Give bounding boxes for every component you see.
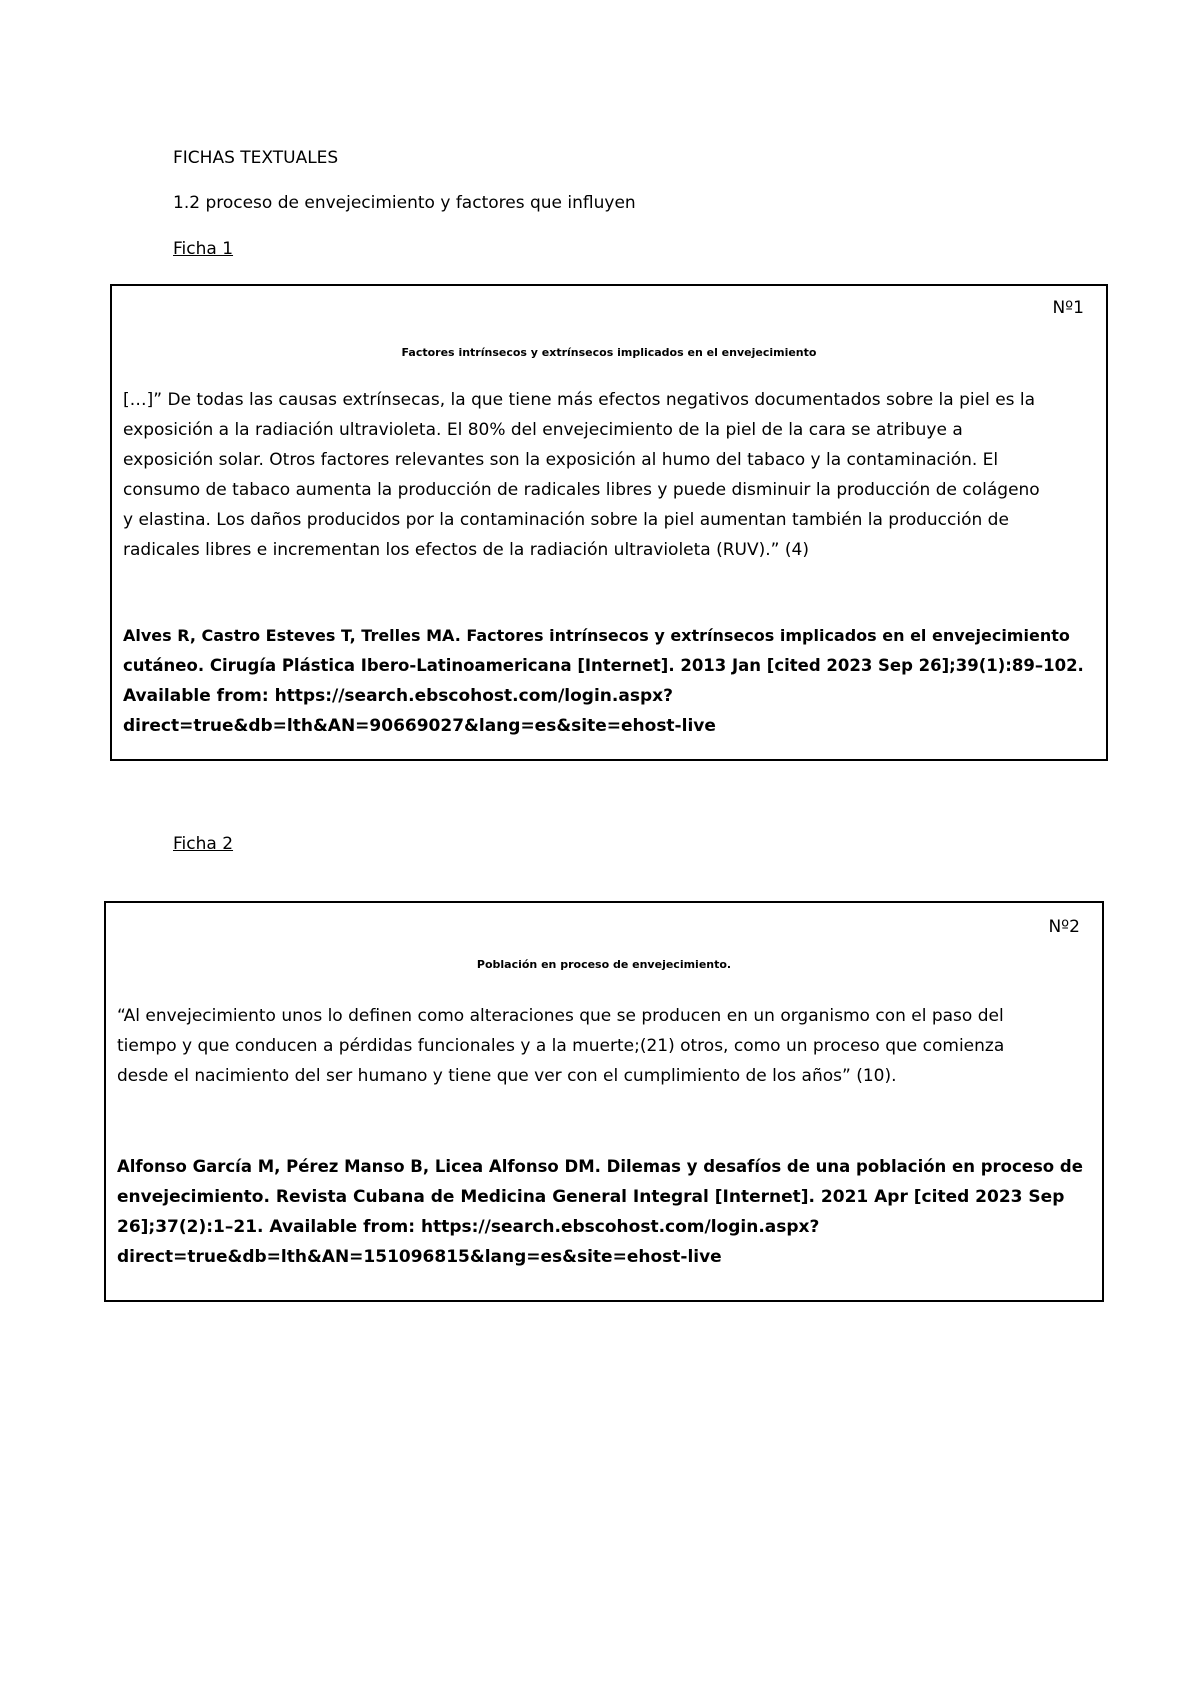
reference-line: Available from: https://search.ebscohost.com/login.aspx? (123, 686, 673, 706)
reference-line: 26];37(2):1–21. Available from: https://search.ebscohost.com/login.aspx? (117, 1217, 820, 1237)
ficha-2-number: Nº2 (1048, 917, 1080, 937)
quote-line: […]” De todas las causas extrínsecas, la que tiene más efectos negativos documentados sobre la piel es la (123, 390, 1036, 410)
ficha-1-number: Nº1 (1052, 298, 1084, 318)
quote-line: y elastina. Los daños producidos por la contaminación sobre la piel aumentan también la producción de (123, 510, 1009, 530)
page-title: FICHAS TEXTUALES (173, 148, 339, 168)
ficha-2-reference (117, 1152, 1090, 1272)
page-subtitle: 1.2 proceso de envejecimiento y factores que influyen (173, 193, 636, 213)
reference-line: Alves R, Castro Esteves T, Trelles MA. Factores intrínsecos y extrínsecos implicados en el envejecimiento (123, 626, 1070, 645)
ficha-2-quote (117, 1001, 1090, 1091)
reference-line: direct=true&db=lth&AN=151096815&lang=es&site=ehost-live (117, 1247, 722, 1267)
quote-line: exposición a la radiación ultravioleta. El 80% del envejecimiento de la piel de la cara se atribuye a (123, 420, 963, 440)
quote-line: tiempo y que conducen a pérdidas funcionales y a la muerte;(21) otros, como un proceso que comienza (117, 1036, 1005, 1056)
reference-line: Alfonso García M, Pérez Manso B, Licea Alfonso DM. Dilemas y desafíos de una población en proceso de (117, 1157, 1083, 1176)
ficha-1-card (110, 284, 1108, 761)
quote-line: desde el nacimiento del ser humano y tiene que ver con el cumplimiento de los años” (10). (117, 1066, 897, 1086)
quote-line: “Al envejecimiento unos lo definen como alteraciones que se producen en un organismo con el paso del (117, 1006, 1004, 1026)
ficha-2-label: Ficha 2 (173, 834, 234, 854)
quote-line: exposición solar. Otros factores relevantes son la exposición al humo del tabaco y la contaminación. El (123, 450, 999, 470)
ficha-1-quote (123, 385, 1094, 565)
reference-line: direct=true&db=lth&AN=90669027&lang=es&site=ehost-live (123, 716, 716, 736)
ficha-1-label: Ficha 1 (173, 239, 234, 259)
quote-line: radicales libres e incrementan los efectos de la radiación ultravioleta (RUV).” (4) (123, 540, 809, 560)
ficha-2-card (104, 901, 1104, 1302)
reference-line: cutáneo. Cirugía Plástica Ibero-Latinoamericana [Internet]. 2013 Jan [cited 2023 Sep 26];39(1):89–102. (123, 656, 1084, 675)
quote-line: consumo de tabaco aumenta la producción de radicales libres y puede disminuir la producción de colágeno (123, 480, 1040, 500)
ficha-1-reference (123, 621, 1094, 741)
ficha-1-title: Factores intrínsecos y extrínsecos implicados en el envejecimiento (401, 346, 817, 359)
reference-line: envejecimiento. Revista Cubana de Medicina General Integral [Internet]. 2021 Apr [cited 2023 Sep (117, 1187, 1065, 1207)
ficha-2-title: Población en proceso de envejecimiento. (476, 958, 732, 971)
